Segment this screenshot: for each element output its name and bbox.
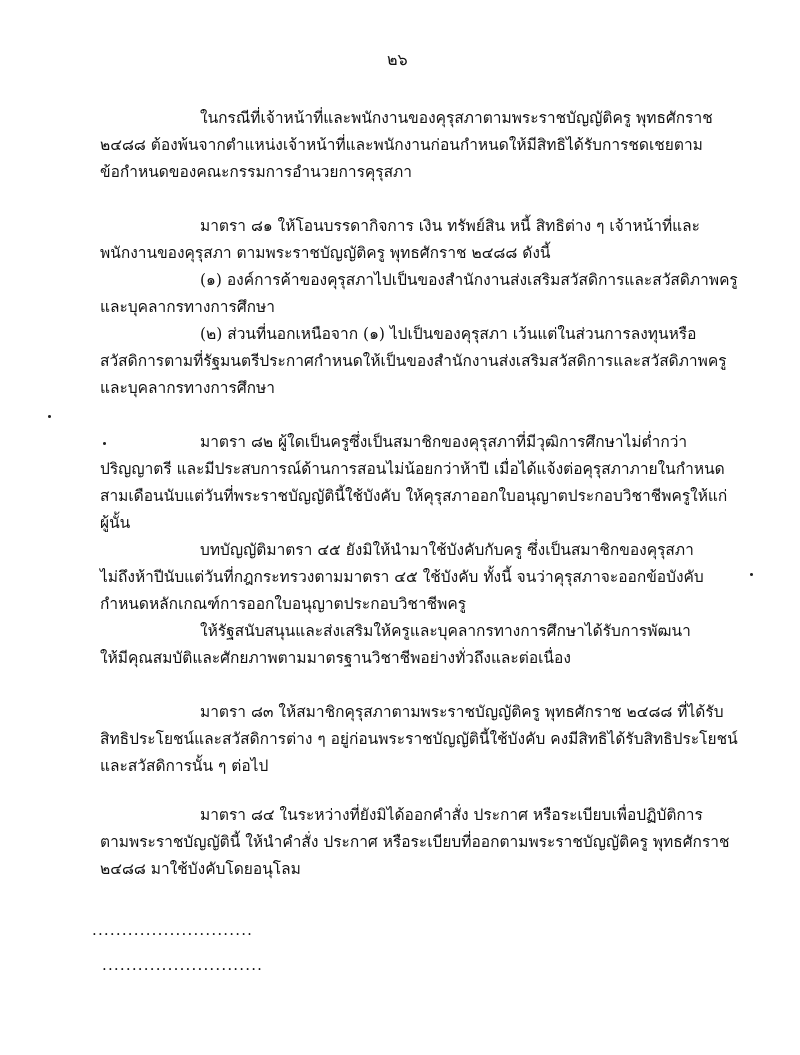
scan-speck	[48, 415, 51, 418]
section-82-line-4: ผู้นั้น	[100, 514, 131, 532]
section-83-line-1: มาตรา ๘๓ ให้สมาชิกคุรุสภาตามพระราชบัญญัติครู พุทธศักราช ๒๔๘๘ ที่ได้รับ	[200, 703, 724, 721]
paragraph-1-line-2: ๒๔๘๘ ต้องพ้นจากตำแหน่งเจ้าหน้าที่และพนักงานก่อนกำหนดให้มีสิทธิได้รับการชดเชยตาม	[100, 136, 703, 154]
section-84-line-2: ตามพระราชบัญญัตินี้ ให้นำคำสั่ง ประกาศ หรือระเบียบที่ออกตามพระราชบัญญัติครู พุทธศักราช	[100, 833, 730, 851]
section-81-line-1: มาตรา ๘๑ ให้โอนบรรดากิจการ เงิน ทรัพย์สิน หนี้ สิทธิต่าง ๆ เจ้าหน้าที่และ	[200, 217, 700, 235]
section-81-item-2-line-2: สวัสดิการตามที่รัฐมนตรีประกาศกำหนดให้เป็นของสำนักงานส่งเสริมสวัสดิการและสวัสดิภาพครู	[100, 352, 727, 370]
footer-dotted-line-2: ...........................	[102, 956, 264, 974]
page-number: ๒๖	[387, 50, 408, 69]
section-81-item-1-line-1: (๑) องค์การค้าของคุรุสภาไปเป็นของสำนักงานส่งเสริมสวัสดิการและสวัสดิภาพครู	[200, 271, 738, 289]
section-83-line-3: และสวัสดิการนั้น ๆ ต่อไป	[100, 757, 269, 775]
section-82-para-3-line-2: ให้มีคุณสมบัติและศักยภาพตามมาตรฐานวิชาชีพอย่างทั่วถึงและต่อเนื่อง	[100, 649, 571, 667]
paragraph-1-line-1: ในกรณีที่เจ้าหน้าที่และพนักงานของคุรุสภาตามพระราชบัญญัติครู พุทธศักราช	[200, 109, 713, 127]
section-82-para-3-line-1: ให้รัฐสนับสนุนและส่งเสริมให้ครูและบุคลากรทางการศึกษาได้รับการพัฒนา	[200, 622, 691, 640]
section-81-item-2-line-3: และบุคลากรทางการศึกษา	[100, 379, 275, 397]
scan-speck	[750, 573, 753, 576]
section-82-line-1: มาตรา ๘๒ ผู้ใดเป็นครูซึ่งเป็นสมาชิกของคุรุสภาที่มีวุฒิการศึกษาไม่ต่ำกว่า	[200, 433, 688, 451]
section-82-line-3: สามเดือนนับแต่วันที่พระราชบัญญัตินี้ใช้บังคับ ให้คุรุสภาออกใบอนุญาตประกอบวิชาชีพครูให้แก่	[100, 487, 728, 505]
footer-dotted-line-1: ...........................	[92, 921, 254, 939]
section-82-line-2: ปริญญาตรี และมีประสบการณ์ด้านการสอนไม่น้อยกว่าห้าปี เมื่อได้แจ้งต่อคุรุสภาภายในกำหนด	[100, 460, 725, 478]
scan-speck	[103, 442, 106, 445]
paragraph-1-line-3: ข้อกำหนดของคณะกรรมการอำนวยการคุรุสภา	[100, 163, 412, 181]
section-82-para-2-line-1: บทบัญญัติมาตรา ๔๕ ยังมิให้นำมาใช้บังคับกับครู ซึ่งเป็นสมาชิกของคุรุสภา	[200, 541, 694, 559]
section-83-line-2: สิทธิประโยชน์และสวัสดิการต่าง ๆ อยู่ก่อนพระราชบัญญัตินี้ใช้บังคับ คงมีสิทธิได้รับสิทธิประโยชน์	[100, 730, 738, 748]
section-82-para-2-line-3: กำหนดหลักเกณฑ์การออกใบอนุญาตประกอบวิชาชีพครู	[100, 595, 467, 613]
section-81-line-2: พนักงานของคุรุสภา ตามพระราชบัญญัติครู พุทธศักราช ๒๔๘๘ ดังนี้	[100, 244, 551, 262]
section-82-para-2-line-2: ไม่ถึงห้าปีนับแต่วันที่กฎกระทรวงตามมาตรา ๔๕ ใช้บังคับ ทั้งนี้ จนว่าคุรุสภาจะออกข้อบังคับ	[100, 568, 704, 586]
section-81-item-2-line-1: (๒) ส่วนที่นอกเหนือจาก (๑) ไปเป็นของคุรุสภา เว้นแต่ในส่วนการลงทุนหรือ	[200, 325, 697, 343]
section-84-line-3: ๒๔๘๘ มาใช้บังคับโดยอนุโลม	[100, 860, 301, 878]
section-81-item-1-line-2: และบุคลากรทางการศึกษา	[100, 298, 275, 316]
section-84-line-1: มาตรา ๘๔ ในระหว่างที่ยังมิได้ออกคำสั่ง ประกาศ หรือระเบียบเพื่อปฏิบัติการ	[200, 806, 703, 824]
